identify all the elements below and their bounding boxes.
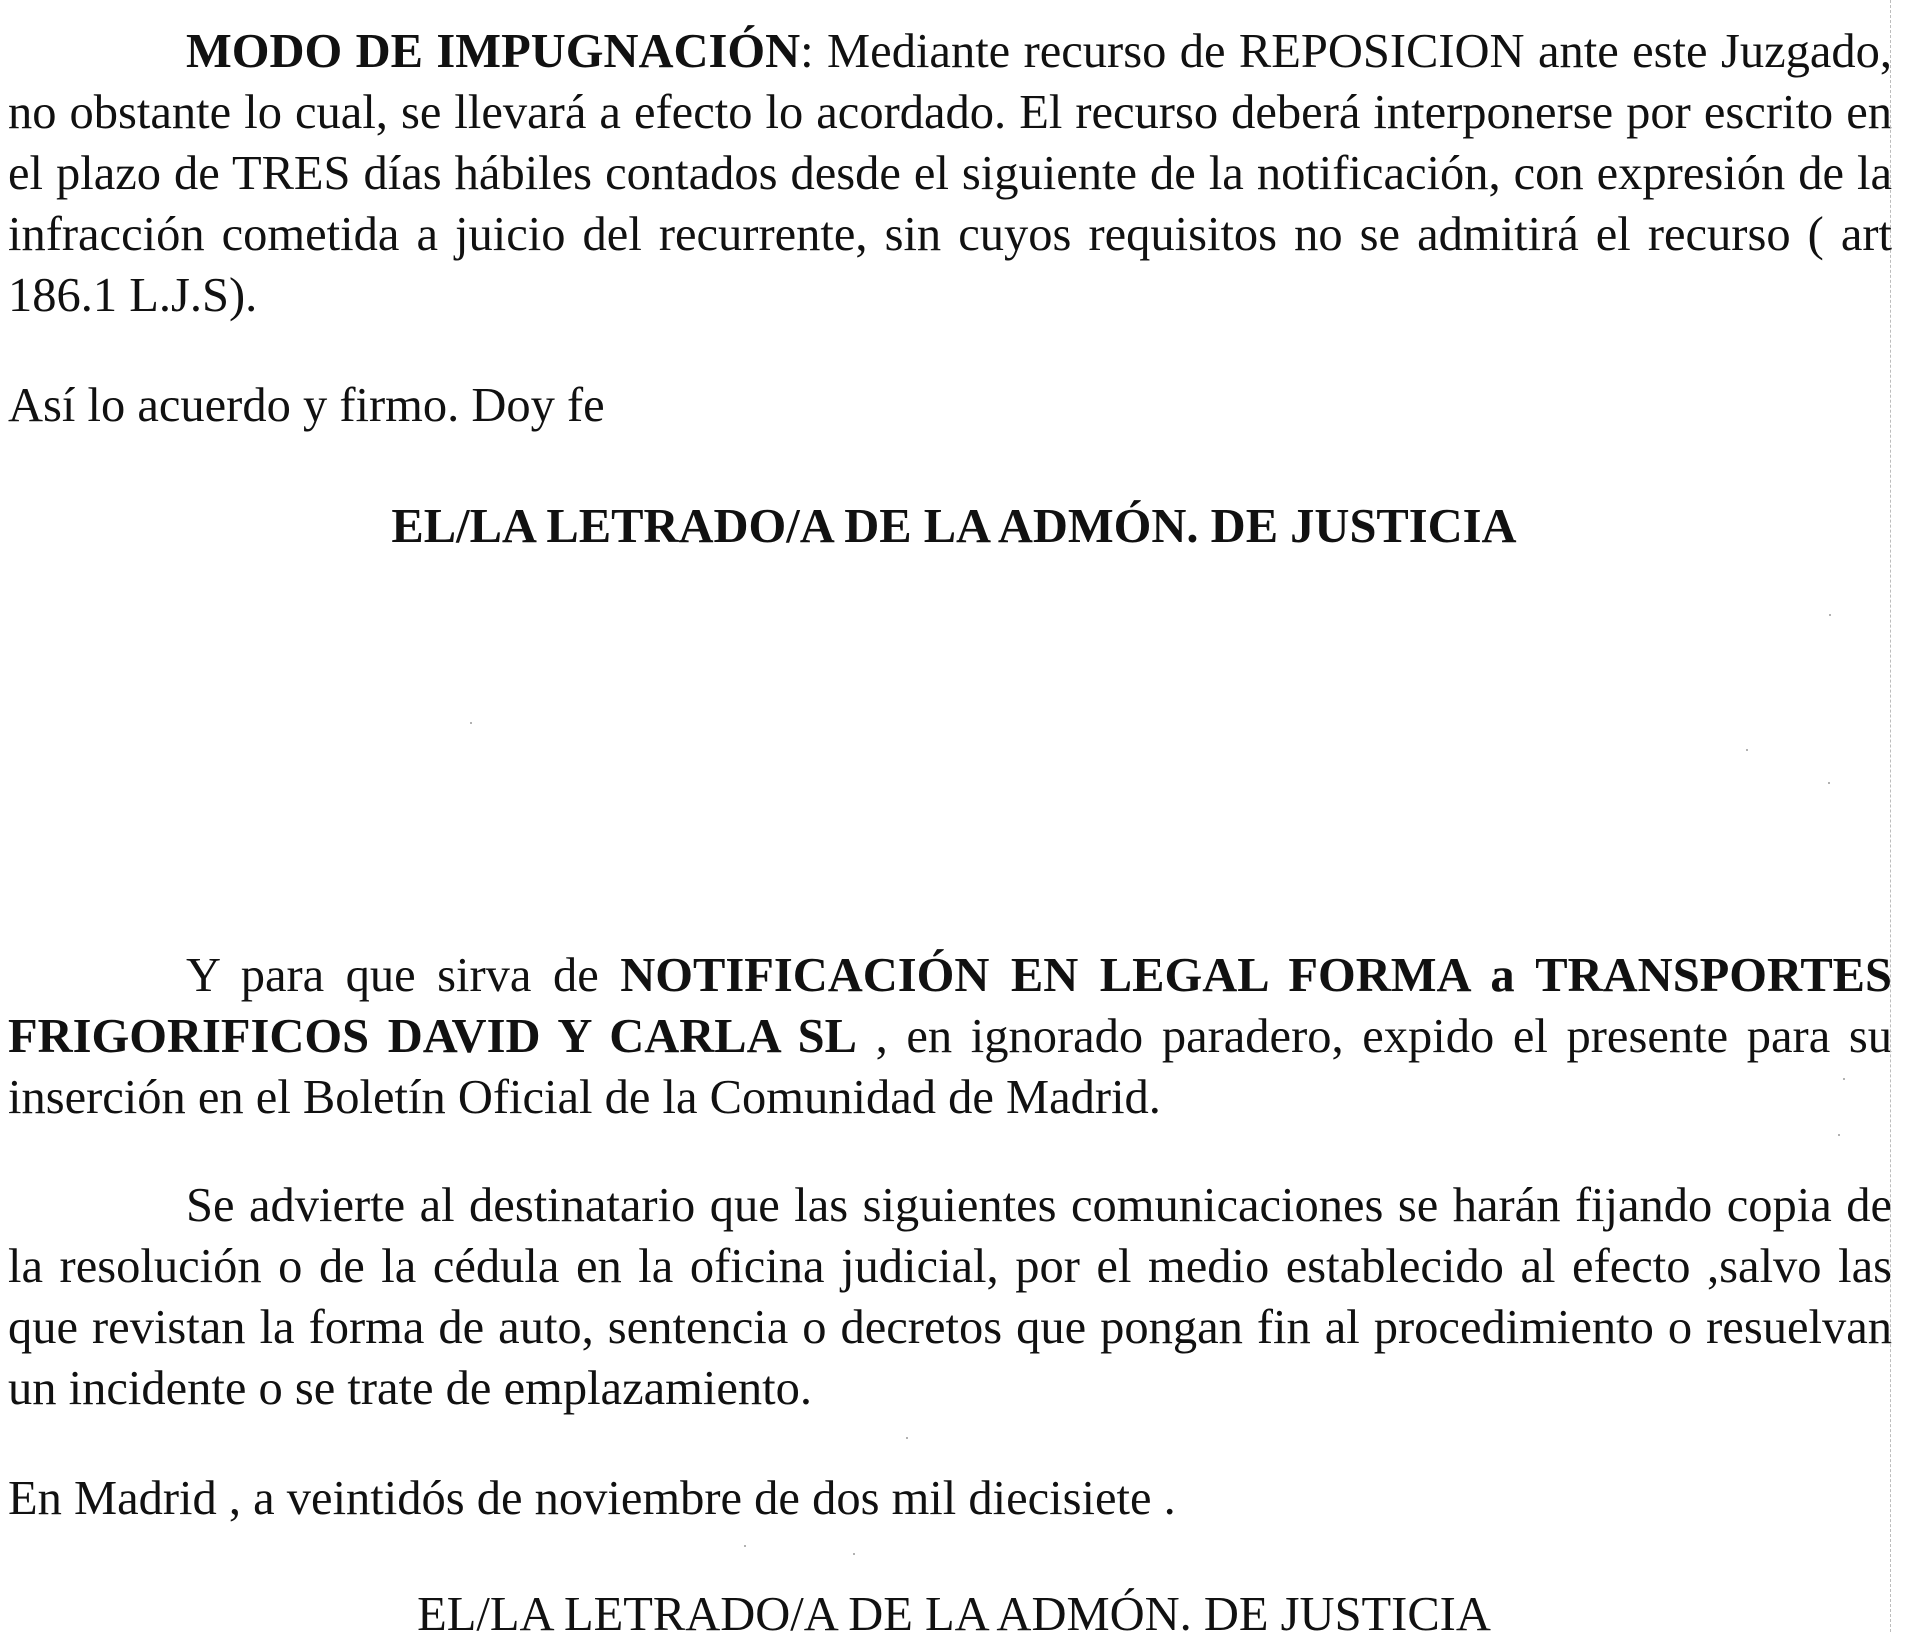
firmo-line: Así lo acuerdo y firmo. Doy fe bbox=[8, 379, 605, 432]
notificacion-paragraph bbox=[8, 945, 1892, 1128]
impugnacion-paragraph bbox=[8, 21, 1892, 326]
advertencia-paragraph: Se advierte al destinatario que las siguientes comunicaciones se harán fijando copia de la resolución o de la cédula en la oficina judicial, por el medio establecido al efecto ,salvo las que revistan la forma de auto, sentencia o decretos que pongan fin al procedimiento o resuelvan un incidente o se trate de emplazamiento. bbox=[8, 1179, 1892, 1415]
notificacion-pre: Y para que sirva de bbox=[186, 949, 621, 1002]
notificacion-bold-1: NOTIFICACIÓN EN LEGAL FORMA bbox=[620, 949, 1469, 1002]
letrado-heading-regular: EL/LA LETRADO/A DE LA ADMÓN. DE JUSTICIA bbox=[417, 1588, 1491, 1641]
impugnacion-text: : Mediante recurso de REPOSICION ante este Juzgado, no obstante lo cual, se llevará a efecto lo acordado. El recurso deberá interponerse por escrito en el plazo de TRES días hábiles contados desde el siguiente de la notificación, con expresión de la infracción cometida a juicio del recurrente, sin cuyos requisitos no se admitirá el recurso ( art 186.1 L.J.S). bbox=[8, 25, 1893, 322]
fecha-line: En Madrid , a veintidós de noviembre de dos mil diecisiete . bbox=[8, 1472, 1176, 1525]
scan-speck bbox=[1828, 782, 1830, 784]
scan-speck bbox=[1829, 614, 1831, 616]
scan-speck bbox=[1838, 1134, 1840, 1136]
scan-edge-line bbox=[1890, 0, 1891, 1632]
scan-speck bbox=[744, 1545, 746, 1547]
scan-speck bbox=[853, 1553, 855, 1555]
scan-speck bbox=[906, 1437, 908, 1439]
scan-speck bbox=[1746, 749, 1748, 751]
notificacion-bold-2: TRANSPORTES FRIGORIFICOS DAVID Y CARLA SL bbox=[8, 949, 1893, 1063]
impugnacion-lead: MODO DE IMPUGNACIÓN bbox=[186, 25, 801, 78]
scan-speck bbox=[470, 722, 472, 724]
scan-speck bbox=[1843, 1078, 1845, 1080]
notificacion-post: , en ignorado paradero, expido el presente para su inserción en el Boletín Oficial de la Comunidad de Madrid. bbox=[8, 1010, 1892, 1124]
notificacion-mid: a bbox=[1468, 949, 1536, 1002]
letrado-heading-bold: EL/LA LETRADO/A DE LA ADMÓN. DE JUSTICIA bbox=[391, 500, 1517, 553]
